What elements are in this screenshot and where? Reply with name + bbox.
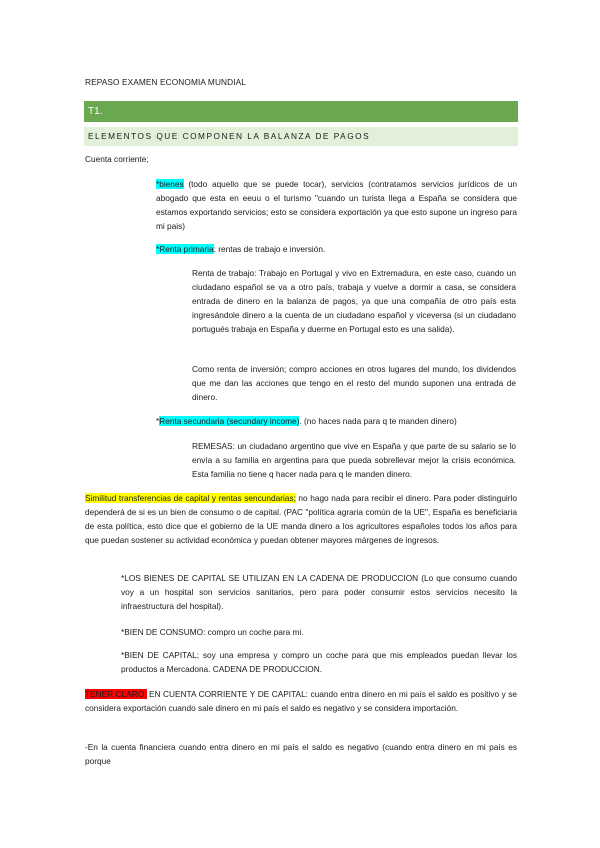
- tener-claro-paragraph: [85, 687, 517, 715]
- chapter-heading: T1.: [84, 101, 518, 122]
- remesas-paragraph: REMESAS: un ciudadano argentino que vive en España y que parte de su salario se lo envía a su familia en argentina para que pueda sobrellevar mejor la crisis económica. Esta familia no tiene q hacer nada para q le manden dinero.: [192, 441, 516, 479]
- renta-secundaria-prefix: *: [156, 416, 160, 426]
- similitud-highlight: Similitud transferencias de capital y rentas sencundarias;: [85, 493, 296, 503]
- renta-primaria-paragraph: [156, 242, 517, 256]
- bienes-capital-paragraph: *LOS BIENES DE CAPITAL SE UTILIZAN EN LA CADENA DE PRODUCCION (Lo que consumo cuando voy a un hospital son servicios sanitarios, pero para poder consumir estos servicios necesito la infraestructura del hospital).: [121, 573, 517, 611]
- bienes-highlight: *bienes: [156, 179, 184, 189]
- renta-inversion-paragraph: Como renta de inversión; compro acciones en otros lugares del mundo, los dividendos que me dan las acciones que tengo en el resto del mundo suponen una entrada de dinero.: [192, 364, 516, 402]
- bienes-paragraph: [156, 177, 517, 233]
- renta-trabajo-paragraph: Renta de trabajo: Trabajo en Portugal y vivo en Extremadura, en este caso, cuando un ciudadano español se va a otro país, trabaja y vuelve a dormir a casa, se considera entrada de dinero en la balanza de pagos, ya que una compañía de otro país esta ingresándole dinero a la cuenta de un ciudadano español y viceversa (si un ciudadano portugués trabaja en España y duerme en Portugal esto es una salida).: [192, 268, 516, 334]
- bien-capital-paragraph: *BIEN DE CAPITAL; soy una empresa y compro un coche para que mis empleados puedan llevar los productos a Mercadona. CADENA DE PRODUCCION.: [121, 650, 517, 674]
- bien-consumo-paragraph: *BIEN DE CONSUMO: compro un coche para mi.: [121, 627, 304, 637]
- similitud-paragraph: [85, 491, 517, 547]
- cuenta-corriente-label: Cuenta corriente;: [85, 154, 149, 164]
- renta-primaria-highlight: *Renta primaria: [156, 244, 214, 254]
- bienes-text: (todo aquello que se puede tocar), servicios (contratamos servicios jurídicos de un abogado que esta en eeuu o el turismo "cuando un turista llega a España se considera que estamos exportando servicios; esto se considera exportación ya que esto supone un ingreso para mi pais): [156, 179, 517, 231]
- renta-secundaria-paragraph: [156, 414, 517, 428]
- renta-primaria-text: : rentas de trabajo e inversión.: [213, 244, 326, 254]
- renta-secundaria-text: . (no haces nada para q te manden dinero): [299, 416, 457, 426]
- renta-secundaria-highlight: Renta secundaria (secundary income): [159, 416, 300, 426]
- cuenta-financiera-paragraph: -En la cuenta financiera cuando entra dinero en mi país el saldo es negativo (cuando entra dinero en mi país es porque: [85, 742, 517, 766]
- similitud-text: no hago nada para recibir el dinero. Para poder distinguirlo dependerá de si es un bien de consumo o de capital. (PAC "política agraria común de la UE", España es beneficiaria de esta política, esto dice que el gobierno de la UE manda dinero a los agricultores españoles todos los años para que puedan sostener su actividad económica y puedan obtener mayores márgenes de ingresos.: [85, 493, 517, 545]
- tener-claro-highlight: TENER CLARO;: [85, 689, 147, 699]
- document-title: REPASO EXAMEN ECONOMIA MUNDIAL: [85, 77, 246, 87]
- section-heading: ELEMENTOS QUE COMPONEN LA BALANZA DE PAGOS: [84, 127, 518, 146]
- tener-claro-text: EN CUENTA CORRIENTE Y DE CAPITAL: cuando entra dinero en mi país el saldo es positivo y se considera exportación cuando sale dinero en mi país el saldo es negativo y se considera importación.: [85, 689, 517, 713]
